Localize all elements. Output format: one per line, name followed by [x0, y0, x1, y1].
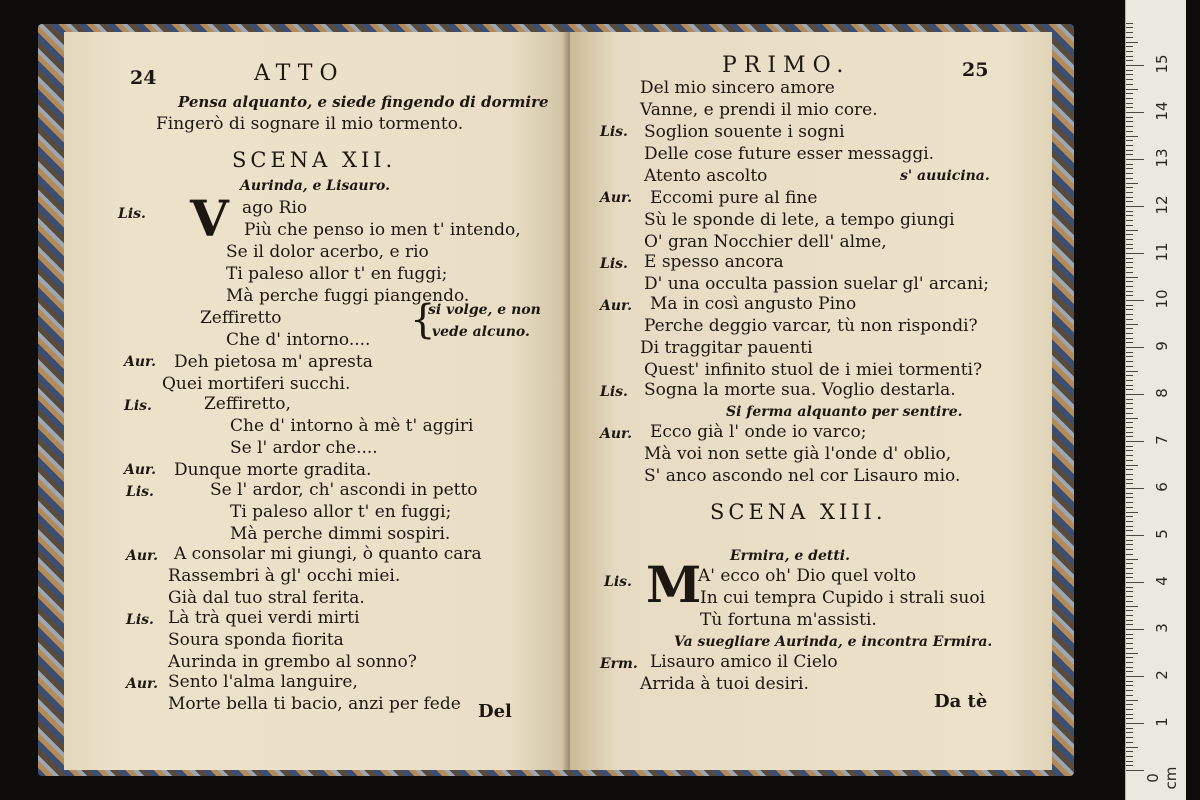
ruler-minor-tick [1126, 685, 1133, 686]
ruler-minor-tick [1126, 230, 1138, 231]
verse-line: ago Rio [242, 198, 308, 218]
ruler-tick [1126, 535, 1144, 536]
verse-line: E spesso ancora [644, 252, 784, 272]
verse-line: Soglion souente i sogni [644, 122, 845, 142]
ruler-minor-tick [1126, 267, 1133, 268]
ruler-minor-tick [1126, 356, 1133, 357]
ruler-minor-tick [1126, 606, 1138, 607]
ruler-tick [1126, 112, 1144, 113]
ruler-minor-tick [1126, 615, 1133, 616]
ruler-label: 4 [1153, 576, 1171, 586]
ruler-minor-tick [1126, 79, 1133, 80]
ruler-minor-tick [1126, 211, 1133, 212]
verse-line: Sù le sponde di lete, a tempo giungi [644, 210, 955, 230]
ruler-minor-tick [1126, 765, 1133, 766]
speaker-label: Lis. [126, 484, 154, 500]
verse-line: Quest' infinito stuol de i miei tormenti? [644, 360, 983, 380]
verse-line: S' anco ascondo nel cor Lisauro mio. [644, 466, 961, 486]
ruler-minor-tick [1126, 549, 1133, 550]
ruler-minor-tick [1126, 563, 1133, 564]
ruler-tick [1126, 770, 1144, 771]
ruler-minor-tick [1126, 309, 1133, 310]
ruler-minor-tick [1126, 540, 1133, 541]
scene-characters: Aurinda, e Lisauro. [240, 178, 390, 194]
ruler-minor-tick [1126, 201, 1133, 202]
ruler-minor-tick [1126, 324, 1138, 325]
ruler-minor-tick [1126, 507, 1133, 508]
verse-line: Aurinda in grembo al sonno? [168, 652, 417, 672]
verse-line: Che d' intorno à mè t' aggiri [230, 416, 474, 436]
ruler-minor-tick [1126, 624, 1133, 625]
verse-line: Ti paleso allor t' en fuggi; [230, 502, 452, 522]
ruler-tick [1126, 159, 1144, 160]
speaker-label: Lis. [126, 612, 154, 628]
ruler-minor-tick [1126, 187, 1133, 188]
verse-line: Ecco già l' onde io varco; [650, 422, 867, 442]
verse-line: In cui tempra Cupido i strali suoi [700, 588, 986, 608]
ruler-minor-tick [1126, 173, 1133, 174]
ruler-minor-tick [1126, 474, 1133, 475]
ruler-tick [1126, 582, 1144, 583]
catchword: Da tè [934, 691, 988, 712]
ruler-minor-tick [1126, 568, 1133, 569]
stage-direction: s' auuicina. [900, 168, 990, 184]
ruler-minor-tick [1126, 418, 1138, 419]
ruler-minor-tick [1126, 671, 1133, 672]
ruler-minor-tick [1126, 192, 1133, 193]
ruler-minor-tick [1126, 244, 1133, 245]
ruler-tick [1126, 253, 1144, 254]
ruler-minor-tick [1126, 258, 1133, 259]
verse-line: Se l' ardor che.... [230, 438, 378, 458]
speaker-label: Lis. [118, 206, 146, 222]
ruler-minor-tick [1126, 215, 1133, 216]
verse-line: Già dal tuo stral ferita. [168, 588, 365, 608]
ruler-label: 13 [1153, 148, 1171, 168]
verse-line: Sogna la morte sua. Voglio destarla. [644, 380, 956, 400]
ruler-label: 9 [1153, 341, 1171, 351]
drop-cap: V [190, 189, 229, 248]
ruler-minor-tick [1126, 521, 1133, 522]
ruler-minor-tick [1126, 385, 1133, 386]
stage-direction: Pensa alquanto, e siede fingendo di dormire [178, 93, 549, 111]
speaker-label: Aur. [124, 354, 157, 370]
ruler-label: 1 [1153, 717, 1171, 727]
ruler-minor-tick [1126, 286, 1133, 287]
ruler-minor-tick [1126, 479, 1133, 480]
ruler-minor-tick [1126, 634, 1133, 635]
ruler-minor-tick [1126, 591, 1133, 592]
ruler-minor-tick [1126, 281, 1133, 282]
verse-line: Atento ascolto [644, 166, 768, 186]
ruler-minor-tick [1126, 756, 1133, 757]
ruler-minor-tick [1126, 408, 1133, 409]
ruler-minor-tick [1126, 262, 1133, 263]
ruler-minor-tick [1126, 136, 1138, 137]
ruler-minor-tick [1126, 422, 1133, 423]
ruler-minor-tick [1126, 526, 1133, 527]
ruler-minor-tick [1126, 573, 1133, 574]
ruler-minor-tick [1126, 220, 1133, 221]
verse-line: Zeffiretto [200, 308, 282, 328]
ruler-minor-tick [1126, 530, 1133, 531]
ruler-minor-tick [1126, 319, 1133, 320]
ruler-minor-tick [1126, 145, 1133, 146]
catchword: Del [478, 701, 512, 722]
ruler-minor-tick [1126, 728, 1133, 729]
verse-line: Là trà quei verdi mirti [168, 608, 360, 628]
speaker-label: Lis. [600, 124, 628, 140]
ruler-minor-tick [1126, 277, 1138, 278]
verse-line: Mà perche fuggi piangendo. [226, 286, 470, 306]
ruler-label: 5 [1153, 529, 1171, 539]
verse-line: Ma in così angusto Pino [650, 294, 857, 314]
ruler-minor-tick [1126, 42, 1138, 43]
left-page [64, 32, 570, 770]
ruler-minor-tick [1126, 178, 1133, 179]
ruler-minor-tick [1126, 497, 1133, 498]
ruler-minor-tick [1126, 291, 1133, 292]
running-header: PRIMO. [722, 53, 851, 78]
ruler-minor-tick [1126, 131, 1133, 132]
verse-line: Mà perche dimmi sospiri. [230, 524, 451, 544]
ruler-minor-tick [1126, 643, 1133, 644]
verse-line: Del mio sincero amore [640, 78, 835, 98]
ruler-label: 8 [1153, 388, 1171, 398]
ruler-minor-tick [1126, 93, 1133, 94]
verse-line: Quei mortiferi succhi. [162, 374, 351, 394]
scene-heading: SCENA XIII. [710, 500, 887, 524]
speaker-label: Lis. [604, 574, 632, 590]
ruler-minor-tick [1126, 126, 1133, 127]
speaker-label: Erm. [600, 656, 638, 672]
ruler-minor-tick [1126, 239, 1133, 240]
verse-line: Più che penso io men t' intendo, [244, 220, 521, 240]
ruler-minor-tick [1126, 23, 1133, 24]
ruler-minor-tick [1126, 751, 1133, 752]
ruler-tick [1126, 676, 1144, 677]
ruler-minor-tick [1126, 747, 1138, 748]
ruler-minor-tick [1126, 732, 1133, 733]
ruler-tick [1126, 206, 1144, 207]
stage-direction: Si ferma alquanto per sentire. [726, 404, 963, 420]
ruler-minor-tick [1126, 60, 1133, 61]
ruler-minor-tick [1126, 559, 1138, 560]
ruler-label: 3 [1153, 623, 1171, 633]
ruler-label: 0 cm [1144, 766, 1180, 790]
ruler-minor-tick [1126, 248, 1133, 249]
speaker-label: Aur. [600, 426, 633, 442]
verse-line: A' ecco oh' Dio quel volto [698, 566, 917, 586]
right-page [570, 32, 1052, 770]
ruler-minor-tick [1126, 638, 1133, 639]
stage-direction: si volge, e non [428, 302, 541, 318]
ruler-minor-tick [1126, 695, 1133, 696]
verse-line: Deh pietosa m' apresta [174, 352, 373, 372]
ruler-label: 6 [1153, 482, 1171, 492]
verse-line: Che d' intorno.... [226, 330, 371, 350]
ruler-minor-tick [1126, 714, 1133, 715]
verse-line: Rassembri à gl' occhi miei. [168, 566, 401, 586]
ruler-minor-tick [1126, 37, 1133, 38]
ruler-minor-tick [1126, 371, 1138, 372]
speaker-label: Lis. [600, 256, 628, 272]
ruler-minor-tick [1126, 27, 1133, 28]
ruler-minor-tick [1126, 516, 1133, 517]
verse-line: Se il dolor acerbo, e rio [226, 242, 429, 262]
ruler-minor-tick [1126, 32, 1133, 33]
ruler-minor-tick [1126, 700, 1138, 701]
verse-line: Dunque morte gradita. [174, 460, 372, 480]
ruler-minor-tick [1126, 483, 1133, 484]
ruler-minor-tick [1126, 140, 1133, 141]
ruler-minor-tick [1126, 620, 1133, 621]
stage-direction: vede alcuno. [432, 324, 530, 340]
ruler-minor-tick [1126, 690, 1133, 691]
stage-direction: Va suegliare Aurinda, e incontra Ermira. [674, 634, 993, 650]
ruler-minor-tick [1126, 342, 1133, 343]
ruler-tick [1126, 723, 1144, 724]
scene-heading: SCENA XII. [232, 148, 397, 172]
verse-line: Perche deggio varcar, tù non rispondi? [644, 316, 978, 336]
verse-line: Se l' ardor, ch' ascondi in petto [210, 480, 478, 500]
ruler-minor-tick [1126, 648, 1133, 649]
ruler-minor-tick [1126, 403, 1133, 404]
ruler-minor-tick [1126, 709, 1133, 710]
ruler-tick [1126, 441, 1144, 442]
ruler-minor-tick [1126, 469, 1133, 470]
ruler-minor-tick [1126, 150, 1133, 151]
ruler-minor-tick [1126, 502, 1133, 503]
ruler-minor-tick [1126, 544, 1133, 545]
ruler-minor-tick [1126, 427, 1133, 428]
ruler-tick [1126, 300, 1144, 301]
scene-characters: Ermira, e detti. [730, 548, 850, 564]
ruler-minor-tick [1126, 366, 1133, 367]
ruler-label: 14 [1153, 101, 1171, 121]
verse-line: A consolar mi giungi, ò quanto cara [174, 544, 482, 564]
ruler-minor-tick [1126, 450, 1133, 451]
measurement-ruler [1125, 0, 1186, 800]
ruler-minor-tick [1126, 121, 1133, 122]
ruler-minor-tick [1126, 413, 1133, 414]
ruler-minor-tick [1126, 70, 1133, 71]
ruler-minor-tick [1126, 399, 1133, 400]
ruler-tick [1126, 347, 1144, 348]
ruler-minor-tick [1126, 197, 1133, 198]
ruler-minor-tick [1126, 596, 1133, 597]
ruler-minor-tick [1126, 183, 1138, 184]
ruler-minor-tick [1126, 375, 1133, 376]
verse-line: D' una occulta passion suelar gl' arcani; [644, 274, 989, 294]
ruler-minor-tick [1126, 314, 1133, 315]
ruler-minor-tick [1126, 168, 1133, 169]
ruler-minor-tick [1126, 154, 1133, 155]
ruler-minor-tick [1126, 103, 1133, 104]
ruler-minor-tick [1126, 662, 1133, 663]
ruler-minor-tick [1126, 742, 1133, 743]
ruler-minor-tick [1126, 84, 1133, 85]
ruler-minor-tick [1126, 74, 1133, 75]
ruler-minor-tick [1126, 761, 1133, 762]
verse-line: Soura sponda fiorita [168, 630, 344, 650]
ruler-minor-tick [1126, 493, 1133, 494]
speaker-label: Aur. [124, 462, 157, 478]
ruler-minor-tick [1126, 432, 1133, 433]
ruler-minor-tick [1126, 460, 1133, 461]
ruler-minor-tick [1126, 98, 1133, 99]
ruler-minor-tick [1126, 718, 1133, 719]
page-number: 24 [130, 67, 157, 89]
speaker-label: Aur. [126, 548, 159, 564]
brace-ornament: { [410, 297, 436, 343]
speaker-label: Aur. [600, 298, 633, 314]
ruler-minor-tick [1126, 512, 1138, 513]
ruler-minor-tick [1126, 465, 1138, 466]
verse-line: Eccomi pure al fine [650, 188, 818, 208]
verse-line: Morte bella ti bacio, anzi per fede [168, 694, 461, 714]
speaker-label: Lis. [124, 398, 152, 414]
ruler-minor-tick [1126, 389, 1133, 390]
ruler-minor-tick [1126, 681, 1133, 682]
ruler-minor-tick [1126, 333, 1133, 334]
verse-line: Delle cose future esser messaggi. [644, 144, 935, 164]
verse-line: Zeffiretto, [204, 394, 291, 414]
running-header: ATTO [254, 61, 345, 86]
ruler-minor-tick [1126, 328, 1133, 329]
ruler-minor-tick [1126, 107, 1133, 108]
ruler-minor-tick [1126, 117, 1133, 118]
ruler-minor-tick [1126, 704, 1133, 705]
ruler-minor-tick [1126, 554, 1133, 555]
drop-cap: M [646, 555, 702, 614]
ruler-minor-tick [1126, 338, 1133, 339]
ruler-minor-tick [1126, 272, 1133, 273]
speaker-label: Lis. [600, 384, 628, 400]
ruler-minor-tick [1126, 587, 1133, 588]
verse-line: Lisauro amico il Cielo [650, 652, 838, 672]
verse-line: Arrida à tuoi desiri. [640, 674, 809, 694]
ruler-label: 12 [1153, 195, 1171, 215]
ruler-minor-tick [1126, 610, 1133, 611]
verse-line: Vanne, e prendi il mio core. [640, 100, 878, 120]
ruler-minor-tick [1126, 446, 1133, 447]
verse-line: Fingerò di sognare il mio tormento. [156, 114, 464, 134]
ruler-label: 15 [1153, 54, 1171, 74]
ruler-label: 11 [1153, 242, 1171, 262]
ruler-minor-tick [1126, 667, 1133, 668]
ruler-minor-tick [1126, 225, 1133, 226]
ruler-tick [1126, 629, 1144, 630]
ruler-minor-tick [1126, 601, 1133, 602]
ruler-minor-tick [1126, 89, 1138, 90]
ruler-minor-tick [1126, 380, 1133, 381]
verse-line: Sento l'alma languire, [168, 672, 358, 692]
verse-line: Mà voi non sette già l'onde d' oblio, [644, 444, 952, 464]
ruler-tick [1126, 394, 1144, 395]
ruler-minor-tick [1126, 234, 1133, 235]
ruler-minor-tick [1126, 352, 1133, 353]
ruler-minor-tick [1126, 737, 1133, 738]
ruler-minor-tick [1126, 577, 1133, 578]
verse-line: Tù fortuna m'assisti. [700, 610, 877, 630]
ruler-label: 2 [1153, 670, 1171, 680]
verse-line: O' gran Nocchier dell' alme, [644, 232, 887, 252]
verse-line: Ti paleso allor t' en fuggi; [226, 264, 448, 284]
speaker-label: Aur. [600, 190, 633, 206]
ruler-minor-tick [1126, 455, 1133, 456]
page-number: 25 [962, 59, 989, 81]
ruler-minor-tick [1126, 295, 1133, 296]
ruler-label: 10 [1153, 289, 1171, 309]
ruler-minor-tick [1126, 361, 1133, 362]
ruler-minor-tick [1126, 56, 1133, 57]
ruler-minor-tick [1126, 653, 1138, 654]
ruler-minor-tick [1126, 51, 1133, 52]
ruler-label: 7 [1153, 435, 1171, 445]
speaker-label: Aur. [126, 676, 159, 692]
ruler-minor-tick [1126, 657, 1133, 658]
verse-line: Di traggitar pauenti [640, 338, 813, 358]
ruler-minor-tick [1126, 436, 1133, 437]
ruler-tick [1126, 65, 1144, 66]
ruler-minor-tick [1126, 46, 1133, 47]
ruler-minor-tick [1126, 305, 1133, 306]
ruler-tick [1126, 488, 1144, 489]
ruler-minor-tick [1126, 164, 1133, 165]
